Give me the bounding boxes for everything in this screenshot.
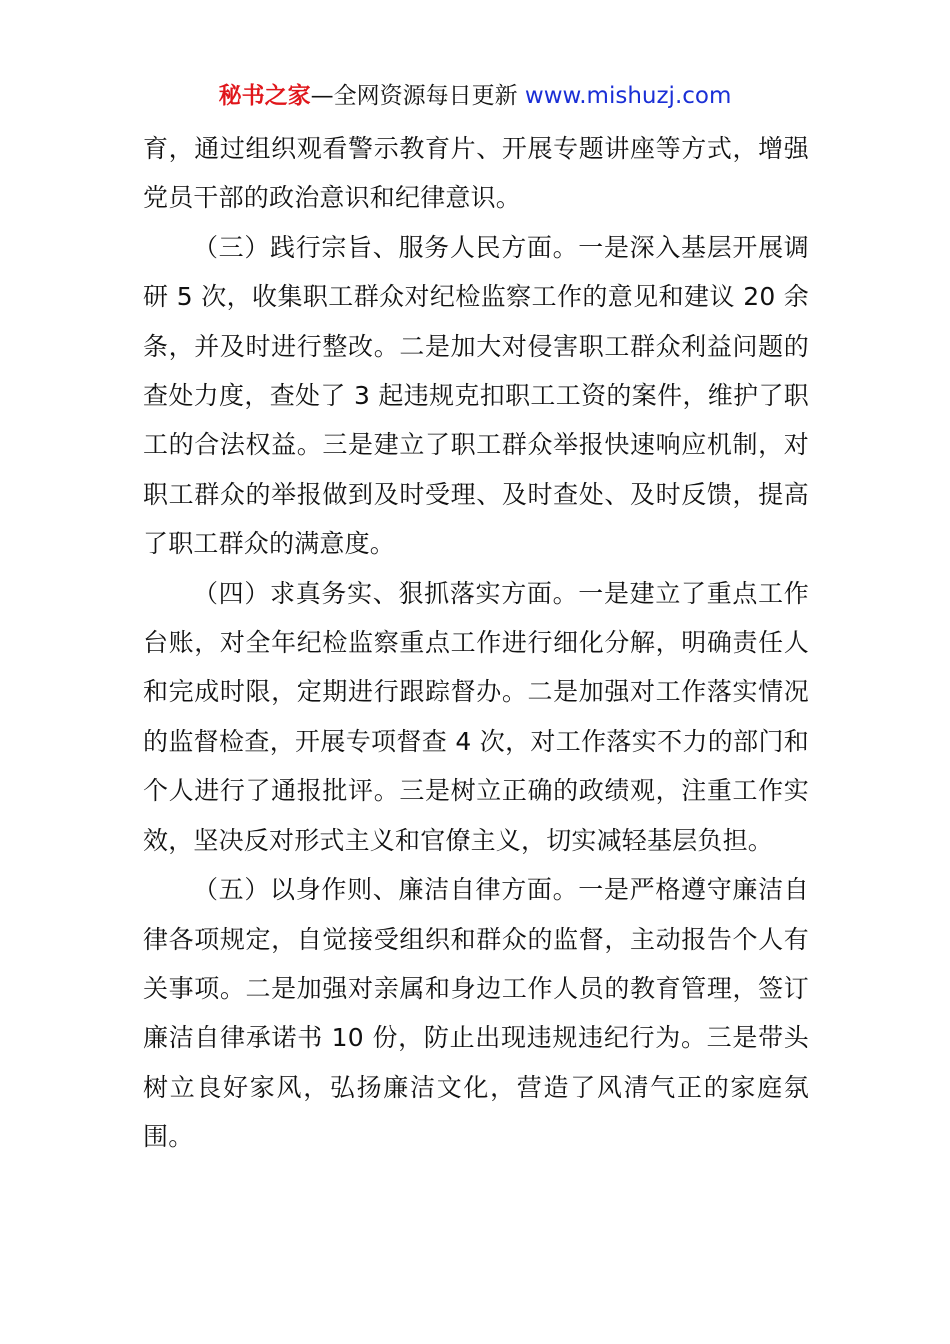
site-tagline: —全网资源每日更新 [310,83,525,109]
site-brand: 秘书之家 [218,83,311,109]
site-url-link[interactable]: www.mishuzj.com [524,83,732,109]
paragraph-section-3: （三）践行宗旨、服务人民方面。一是深入基层开展调研 5 次，收集职工群众对纪检监察工作的意见和建议 20 余条，并及时进行整改。二是加大对侵害职工群众利益问题的查处力度，查处了 3 起违规克扣职工工资的案件，维护了职工的合法权益。三是建立了职工群众举报快速响应机制，对职工群众的举报做到及时受理、及时查处、及时反馈，提高了职工群众的满意度。 [143,232,809,559]
document-body [143,124,809,1162]
page-header [0,80,950,112]
paragraph-section-5: （五）以身作则、廉洁自律方面。一是严格遵守廉洁自律各项规定，自觉接受组织和群众的监督，主动报告个人有关事项。二是加强对亲属和身边工作人员的教育管理，签订廉洁自律承诺书 10 份，防止出现违规违纪行为。三是带头树立良好家风，弘扬廉洁文化，营造了风清气正的家庭氛围。 [143,875,809,1152]
paragraph-continuation: 育，通过组织观看警示教育片、开展专题讲座等方式，增强党员干部的政治意识和纪律意识。 [143,134,809,213]
paragraph-section-4: （四）求真务实、狠抓落实方面。一是建立了重点工作台账，对全年纪检监察重点工作进行细化分解，明确责任人和完成时限，定期进行跟踪督办。二是加强对工作落实情况的监督检查，开展专项督查 4 次，对工作落实不力的部门和个人进行了通报批评。三是树立正确的政绩观，注重工作实效，坚决反对形式主义和官僚主义，切实减轻基层负担。 [143,578,809,855]
